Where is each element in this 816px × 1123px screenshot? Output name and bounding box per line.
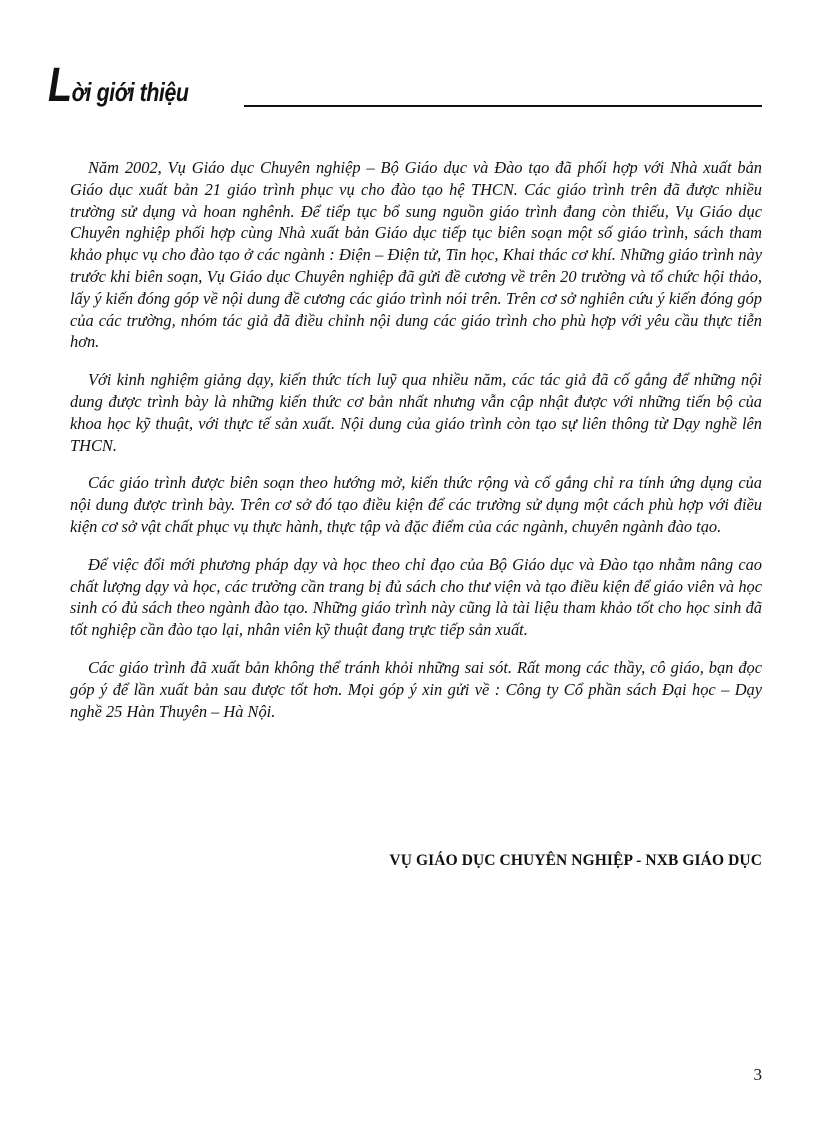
page-header [48,59,762,112]
title-initial: L [48,59,72,112]
paragraph-3: Các giáo trình được biên soạn theo hướng mở, kiến thức rộng và cố gắng chỉ ra tính ứng dụng của nội dung được trình bày. Trên cơ sở đó tạo điều kiện để các trường sử dụng một cách phù hợp với điều kiện cơ sở vật chất phục vụ thực hành, thực tập và đặc điểm của các ngành, chuyên ngành đào tạo. [70,473,762,536]
signature: VỤ GIÁO DỤC CHUYÊN NGHIỆP - NXB GIÁO DỤC [389,852,762,869]
paragraph-2: Với kinh nghiệm giảng dạy, kiến thức tích luỹ qua nhiều năm, các tác giả đã cố gắng để những nội dung được trình bày là những kiến thức cơ bản nhất nhưng vẫn cập nhật được với những tiến bộ của khoa học kỹ thuật, với thực tế sản xuất. Nội dung của giáo trình còn tạo sự liên thông từ Dạy nghề lên THCN. [70,370,762,455]
body-text [70,157,762,738]
paragraph-5: Các giáo trình đã xuất bản không thể tránh khỏi những sai sót. Rất mong các thầy, cô giáo, bạn đọc góp ý để lần xuất bản sau được tốt hơn. Mọi góp ý xin gửi về : Công ty Cổ phần sách Đại học – Dạy nghề 25 Hàn Thuyên – Hà Nội. [70,657,762,721]
title-underline-rule [244,105,762,107]
paragraph-1: Năm 2002, Vụ Giáo dục Chuyên nghiệp – Bộ Giáo dục và Đào tạo đã phối hợp với Nhà xuất bản Giáo dục xuất bản 21 giáo trình phục vụ cho đào tạo hệ THCN. Các giáo trình trên đã được nhiều trường sử dụng và hoan nghênh. Để tiếp tục bổ sung nguồn giáo trình đang còn thiếu, Vụ Giáo dục Chuyên nghiệp phối hợp cùng Nhà xuất bản Giáo dục tiếp tục biên soạn một số giáo trình, sách tham khảo phục vụ cho đào tạo ở các ngành : Điện – Điện tử, Tin học, Khai thác cơ khí. Những giáo trình này trước khi biên soạn, Vụ Giáo dục Chuyên nghiệp đã gửi đề cương về trên 20 trường và tổ chức hội thảo, lấy ý kiến đóng góp về nội dung đề cương các giáo trình nói trên. Trên cơ sở nghiên cứu ý kiến đóng góp của các trường, nhóm tác giả đã điều chỉnh nội dung các giáo trình cho phù hợp với yêu cầu thực tiễn hơn. [70,158,762,352]
page-number: 3 [753,1065,762,1084]
paragraph-4: Để việc đổi mới phương pháp dạy và học theo chỉ đạo của Bộ Giáo dục và Đào tạo nhằm nâng cao chất lượng dạy và học, các trường cần trang bị đủ sách cho thư viện và tạo điều kiện để giáo viên và học sinh có đủ sách theo ngành đào tạo. Những giáo trình này cũng là tài liệu tham khảo tốt cho học sinh đã tốt nghiệp cần đào tạo lại, nhân viên kỹ thuật đang trực tiếp sản xuất. [70,554,762,640]
title-text: ời giới thiệu [71,77,189,107]
page-title [48,59,189,112]
